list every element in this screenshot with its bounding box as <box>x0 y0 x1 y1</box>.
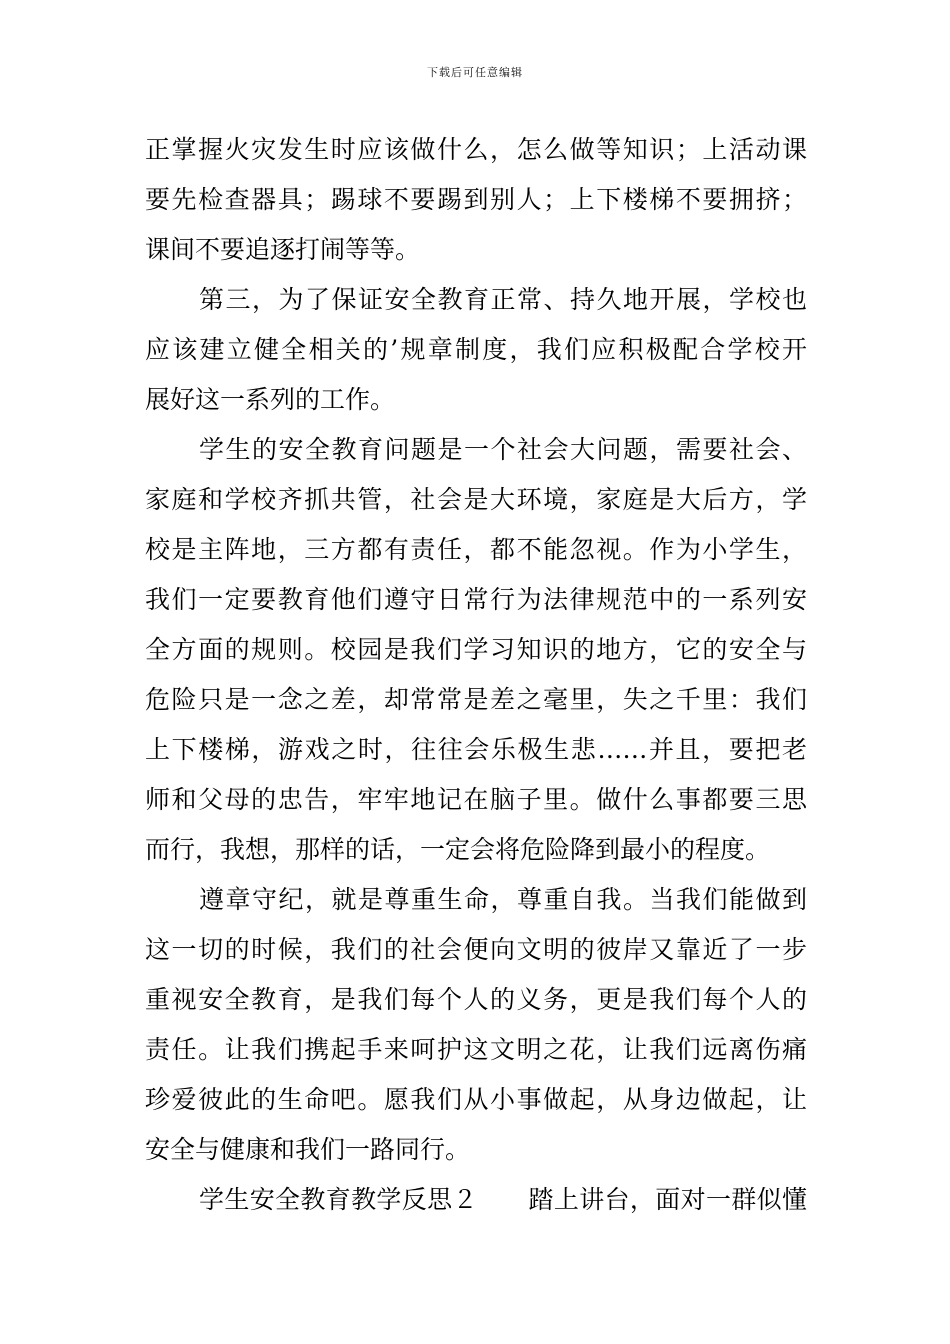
text-line: 重视安全教育，是我们每个人的义务，更是我们每个人的 <box>145 985 807 1014</box>
paragraph <box>145 1175 807 1225</box>
text-line: 责任。让我们携起手来呵护这文明之花，让我们远离伤痛 <box>145 1035 807 1064</box>
text-line: 危险只是一念之差，却常常是差之毫里，失之千里：我们 <box>145 685 807 714</box>
text-line: 珍爱彼此的生命吧。愿我们从小事做起，从身边做起，让 <box>145 1085 807 1114</box>
paragraph <box>145 425 807 875</box>
page-header-note: 下载后可任意编辑 <box>427 66 523 79</box>
text-line: 全方面的规则。校园是我们学习知识的地方，它的安全与 <box>145 635 807 664</box>
text-line: 要先检查器具；踢球不要踢到别人；上下楼梯不要拥挤； <box>145 185 807 214</box>
text-line: 上下楼梯，游戏之时，往往会乐极生悲……并且，要把老 <box>145 735 807 764</box>
text-line: 应该建立健全相关的’规章制度，我们应积极配合学校开 <box>145 335 807 364</box>
text-line: 家庭和学校齐抓共管，社会是大环境，家庭是大后方，学 <box>145 485 807 514</box>
text-line: 这一切的时候，我们的社会便向文明的彼岸又靠近了一步 <box>145 935 807 964</box>
text-line: 而行，我想，那样的话，一定会将危险降到最小的程度。 <box>145 835 771 864</box>
text-line: 正掌握火灾发生时应该做什么，怎么做等知识；上活动课 <box>145 135 807 164</box>
document-body <box>145 125 807 1225</box>
text-line: 学生的安全教育问题是一个社会大问题，需要社会、 <box>199 435 807 464</box>
paragraph <box>145 125 807 275</box>
text-line: 师和父母的忠告，牢牢地记在脑子里。做什么事都要三思 <box>145 785 807 814</box>
paragraph <box>145 275 807 425</box>
text-line: 课间不要追逐打闹等等。 <box>145 235 421 264</box>
text-line: 校是主阵地，三方都有责任，都不能忽视。作为小学生， <box>145 535 807 564</box>
paragraph <box>145 875 807 1175</box>
text-line: 展好这一系列的工作。 <box>145 385 396 414</box>
text-line: 遵章守纪，就是尊重生命，尊重自我。当我们能做到 <box>199 885 807 914</box>
text-line: 学生安全教育教学反思２ 踏上讲台，面对一群似懂 <box>199 1185 807 1214</box>
text-line: 我们一定要教育他们遵守日常行为法律规范中的一系列安 <box>145 585 807 614</box>
text-line: 安全与健康和我们一路同行。 <box>145 1135 471 1164</box>
text-line: 第三，为了保证安全教育正常、持久地开展，学校也 <box>199 285 807 314</box>
